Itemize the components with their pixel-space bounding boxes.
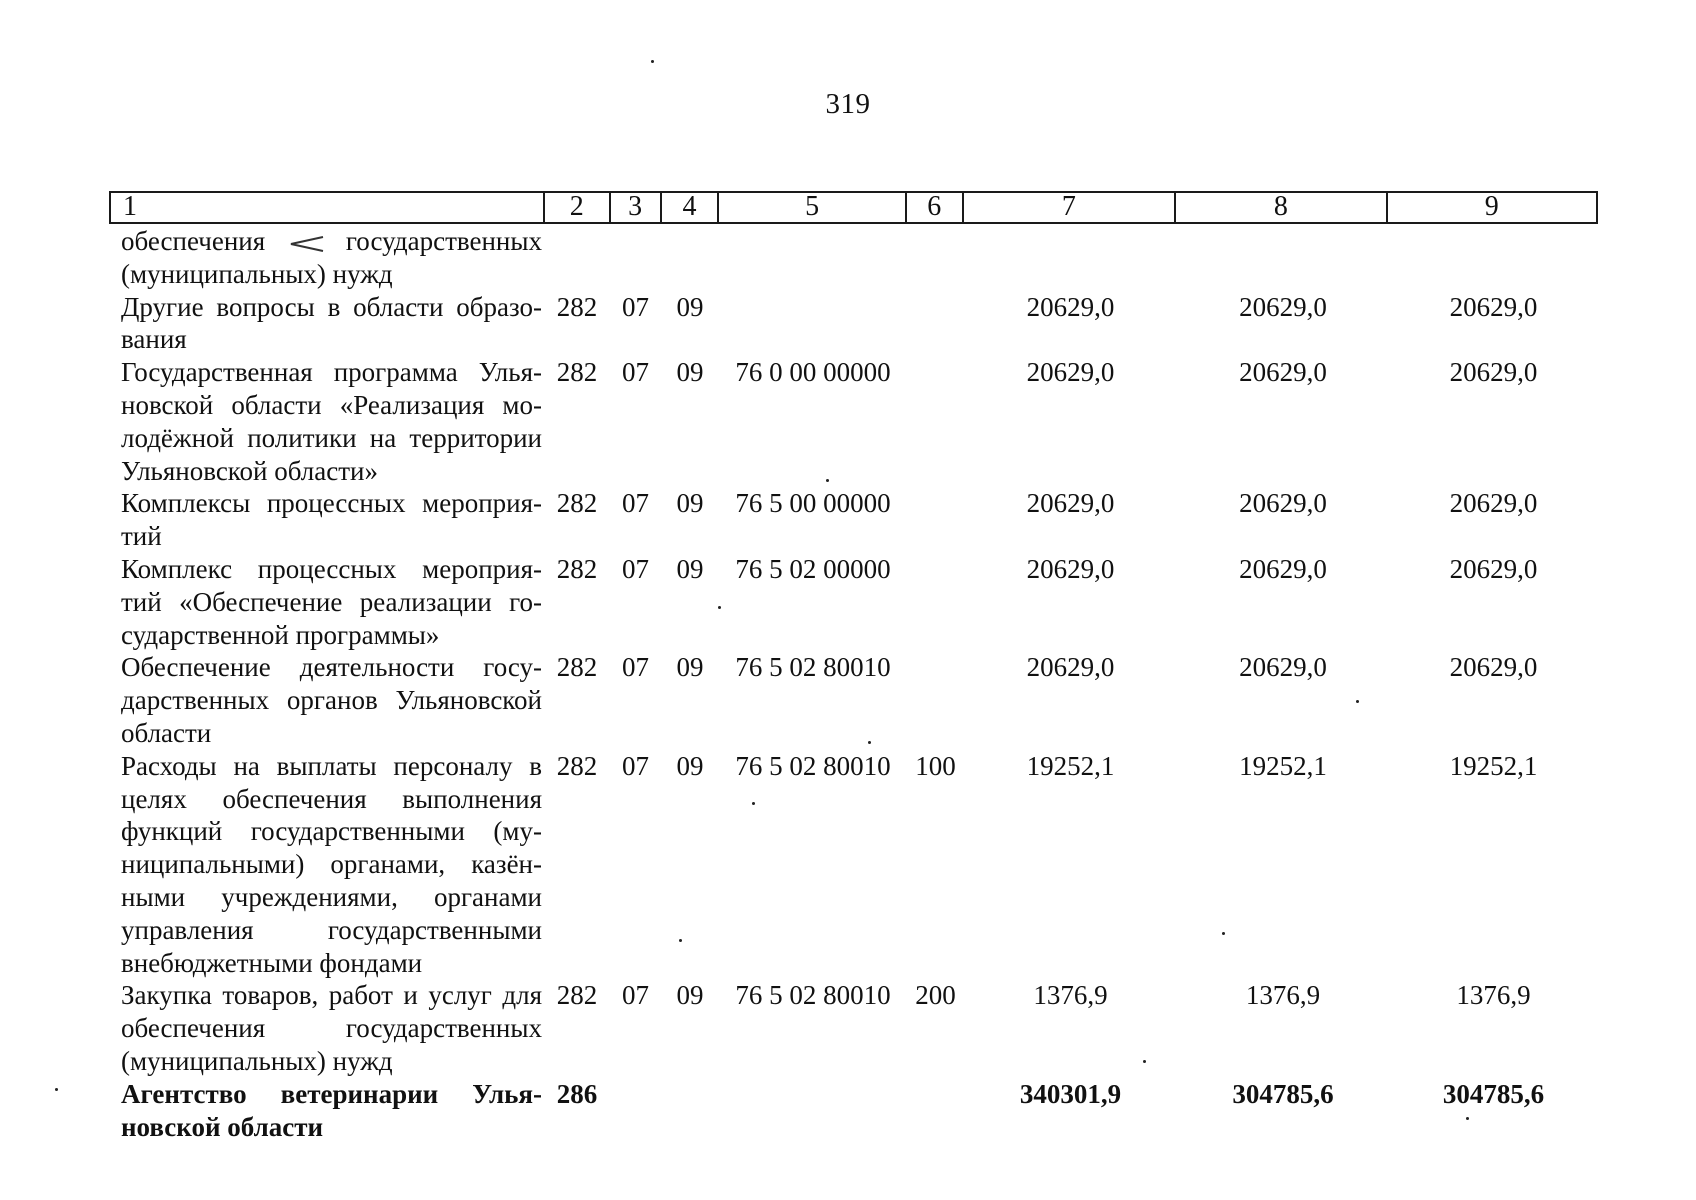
row-col-3: 07 xyxy=(622,357,649,388)
continuation-text-end: государственных (муниципальных) нужд xyxy=(121,226,543,289)
row-col-4: 09 xyxy=(676,488,704,519)
row-col-9: 20629,0 xyxy=(1449,291,1538,322)
row-col-7: 20629,0 xyxy=(1026,553,1115,584)
row-col-2: 286 xyxy=(556,1078,598,1109)
row-col-7: 19252,1 xyxy=(1026,750,1115,781)
row-col-2: 282 xyxy=(556,553,598,584)
row-col-9: 20629,0 xyxy=(1449,488,1538,519)
table-row xyxy=(109,356,1598,487)
row-col-7: 1376,9 xyxy=(1033,980,1108,1011)
row-col-2: 282 xyxy=(556,357,598,388)
row-col-2: 282 xyxy=(556,291,598,322)
header-col-1: 1 xyxy=(111,193,545,222)
row-col-8: 19252,1 xyxy=(1239,750,1327,781)
row-col-4: 09 xyxy=(676,553,704,584)
row-name: Закупка товаров, работ и услуг для обеспечения государственных (муниципальных) нужд xyxy=(121,980,542,1076)
row-col-7: 340301,9 xyxy=(1019,1078,1122,1109)
row-col-9: 20629,0 xyxy=(1449,652,1538,683)
row-col-8: 20629,0 xyxy=(1239,488,1327,519)
table-row xyxy=(109,750,1598,980)
row-col-5: 76 5 02 80010 xyxy=(735,652,891,683)
row-col-4: 09 xyxy=(676,652,704,683)
row-col-8: 20629,0 xyxy=(1239,291,1327,322)
row-col-6 xyxy=(907,553,964,651)
row-col-8: 20629,0 xyxy=(1239,652,1327,683)
table-row xyxy=(109,553,1598,651)
row-col-3: 07 xyxy=(622,750,649,781)
row-col-3: 07 xyxy=(622,291,649,322)
header-col-9: 9 xyxy=(1484,191,1499,222)
row-col-3: 07 xyxy=(622,652,649,683)
row-col-9: 1376,9 xyxy=(1456,980,1531,1011)
row-col-5: 76 0 00 00000 xyxy=(735,357,891,388)
budget-table-body xyxy=(109,225,1598,1143)
row-col-5: 76 5 00 00000 xyxy=(735,488,891,519)
row-col-5: 76 5 02 80010 xyxy=(735,980,891,1011)
row-col-2: 282 xyxy=(556,652,598,683)
row-col-6 xyxy=(907,356,964,487)
table-header-row xyxy=(109,191,1598,224)
header-col-7: 7 xyxy=(964,193,1176,222)
row-col-6 xyxy=(907,291,964,357)
row-col-3: 07 xyxy=(622,488,649,519)
row-col-4: 09 xyxy=(676,291,704,322)
row-name: Расходы на выплаты персоналу в целях обеспечения выполнения функций государственными (му-ниципальными) органами, казён-ными учреждениями, органами управления государственными внебюджетными фондами xyxy=(121,750,542,978)
row-col-6: 200 xyxy=(915,980,956,1011)
row-name: Обеспечение деятельности госу-дарственных органов Ульяновской области xyxy=(121,652,542,748)
row-col-6 xyxy=(907,651,964,749)
header-col-8: 8 xyxy=(1176,193,1387,222)
row-col-3 xyxy=(610,1078,661,1144)
row-col-9: 20629,0 xyxy=(1449,553,1538,584)
continuation-text-start: обеспечения xyxy=(121,226,266,256)
table-row xyxy=(109,651,1598,749)
row-col-9: 19252,1 xyxy=(1449,750,1538,781)
row-col-3: 07 xyxy=(622,553,649,584)
row-col-3: 07 xyxy=(622,980,649,1011)
row-name: Другие вопросы в области образо-вания xyxy=(121,291,542,355)
row-col-8: 20629,0 xyxy=(1239,357,1327,388)
scan-speck xyxy=(651,60,654,63)
row-name: Государственная программа Улья-новской области «Реализация мо-лодёжной политики на территории Ульяновской области» xyxy=(121,357,542,486)
row-col-5: 76 5 02 80010 xyxy=(735,750,891,781)
header-col-3: 3 xyxy=(611,193,662,222)
row-col-9: 304785,6 xyxy=(1442,1078,1545,1109)
table-row-agency-total xyxy=(109,1078,1598,1144)
row-name: Комплексы процессных мероприя-тий xyxy=(121,488,542,552)
row-col-9: 20629,0 xyxy=(1449,357,1538,388)
row-col-5 xyxy=(719,291,907,357)
row-col-4: 09 xyxy=(676,980,704,1011)
row-col-2: 282 xyxy=(556,750,598,781)
header-col-6: 6 xyxy=(907,193,964,222)
row-col-4 xyxy=(661,1078,719,1144)
table-row xyxy=(109,487,1598,553)
scan-speck xyxy=(55,1088,58,1091)
table-row-continuation xyxy=(109,225,1598,291)
row-name-continuation xyxy=(109,225,544,291)
row-col-5 xyxy=(719,1078,907,1144)
page-number: 319 xyxy=(825,88,871,120)
row-col-2: 282 xyxy=(556,980,598,1011)
row-col-4: 09 xyxy=(676,750,704,781)
row-col-6: 100 xyxy=(915,750,956,781)
row-col-5: 76 5 02 00000 xyxy=(735,553,891,584)
table-row xyxy=(109,291,1598,357)
row-col-7: 20629,0 xyxy=(1026,488,1115,519)
row-col-8: 304785,6 xyxy=(1232,1078,1334,1109)
row-col-7: 20629,0 xyxy=(1026,291,1115,322)
header-col-5: 5 xyxy=(719,193,906,222)
header-col-2: 2 xyxy=(545,193,611,222)
row-name: Комплекс процессных мероприя-тий «Обеспечение реализации го-сударственной программы» xyxy=(121,553,542,650)
row-col-4: 09 xyxy=(676,357,704,388)
row-col-6 xyxy=(907,1078,964,1144)
header-col-4: 4 xyxy=(662,193,720,222)
row-col-7: 20629,0 xyxy=(1026,652,1115,683)
row-col-2: 282 xyxy=(556,488,598,519)
row-col-8: 1376,9 xyxy=(1245,980,1321,1011)
row-name: Агентство ветеринарии Улья-новской области xyxy=(121,1078,542,1142)
handwritten-arrow-icon xyxy=(285,234,327,254)
row-col-8: 20629,0 xyxy=(1239,553,1327,584)
row-col-7: 20629,0 xyxy=(1026,357,1115,388)
row-col-6 xyxy=(907,487,964,553)
table-row xyxy=(109,979,1598,1077)
